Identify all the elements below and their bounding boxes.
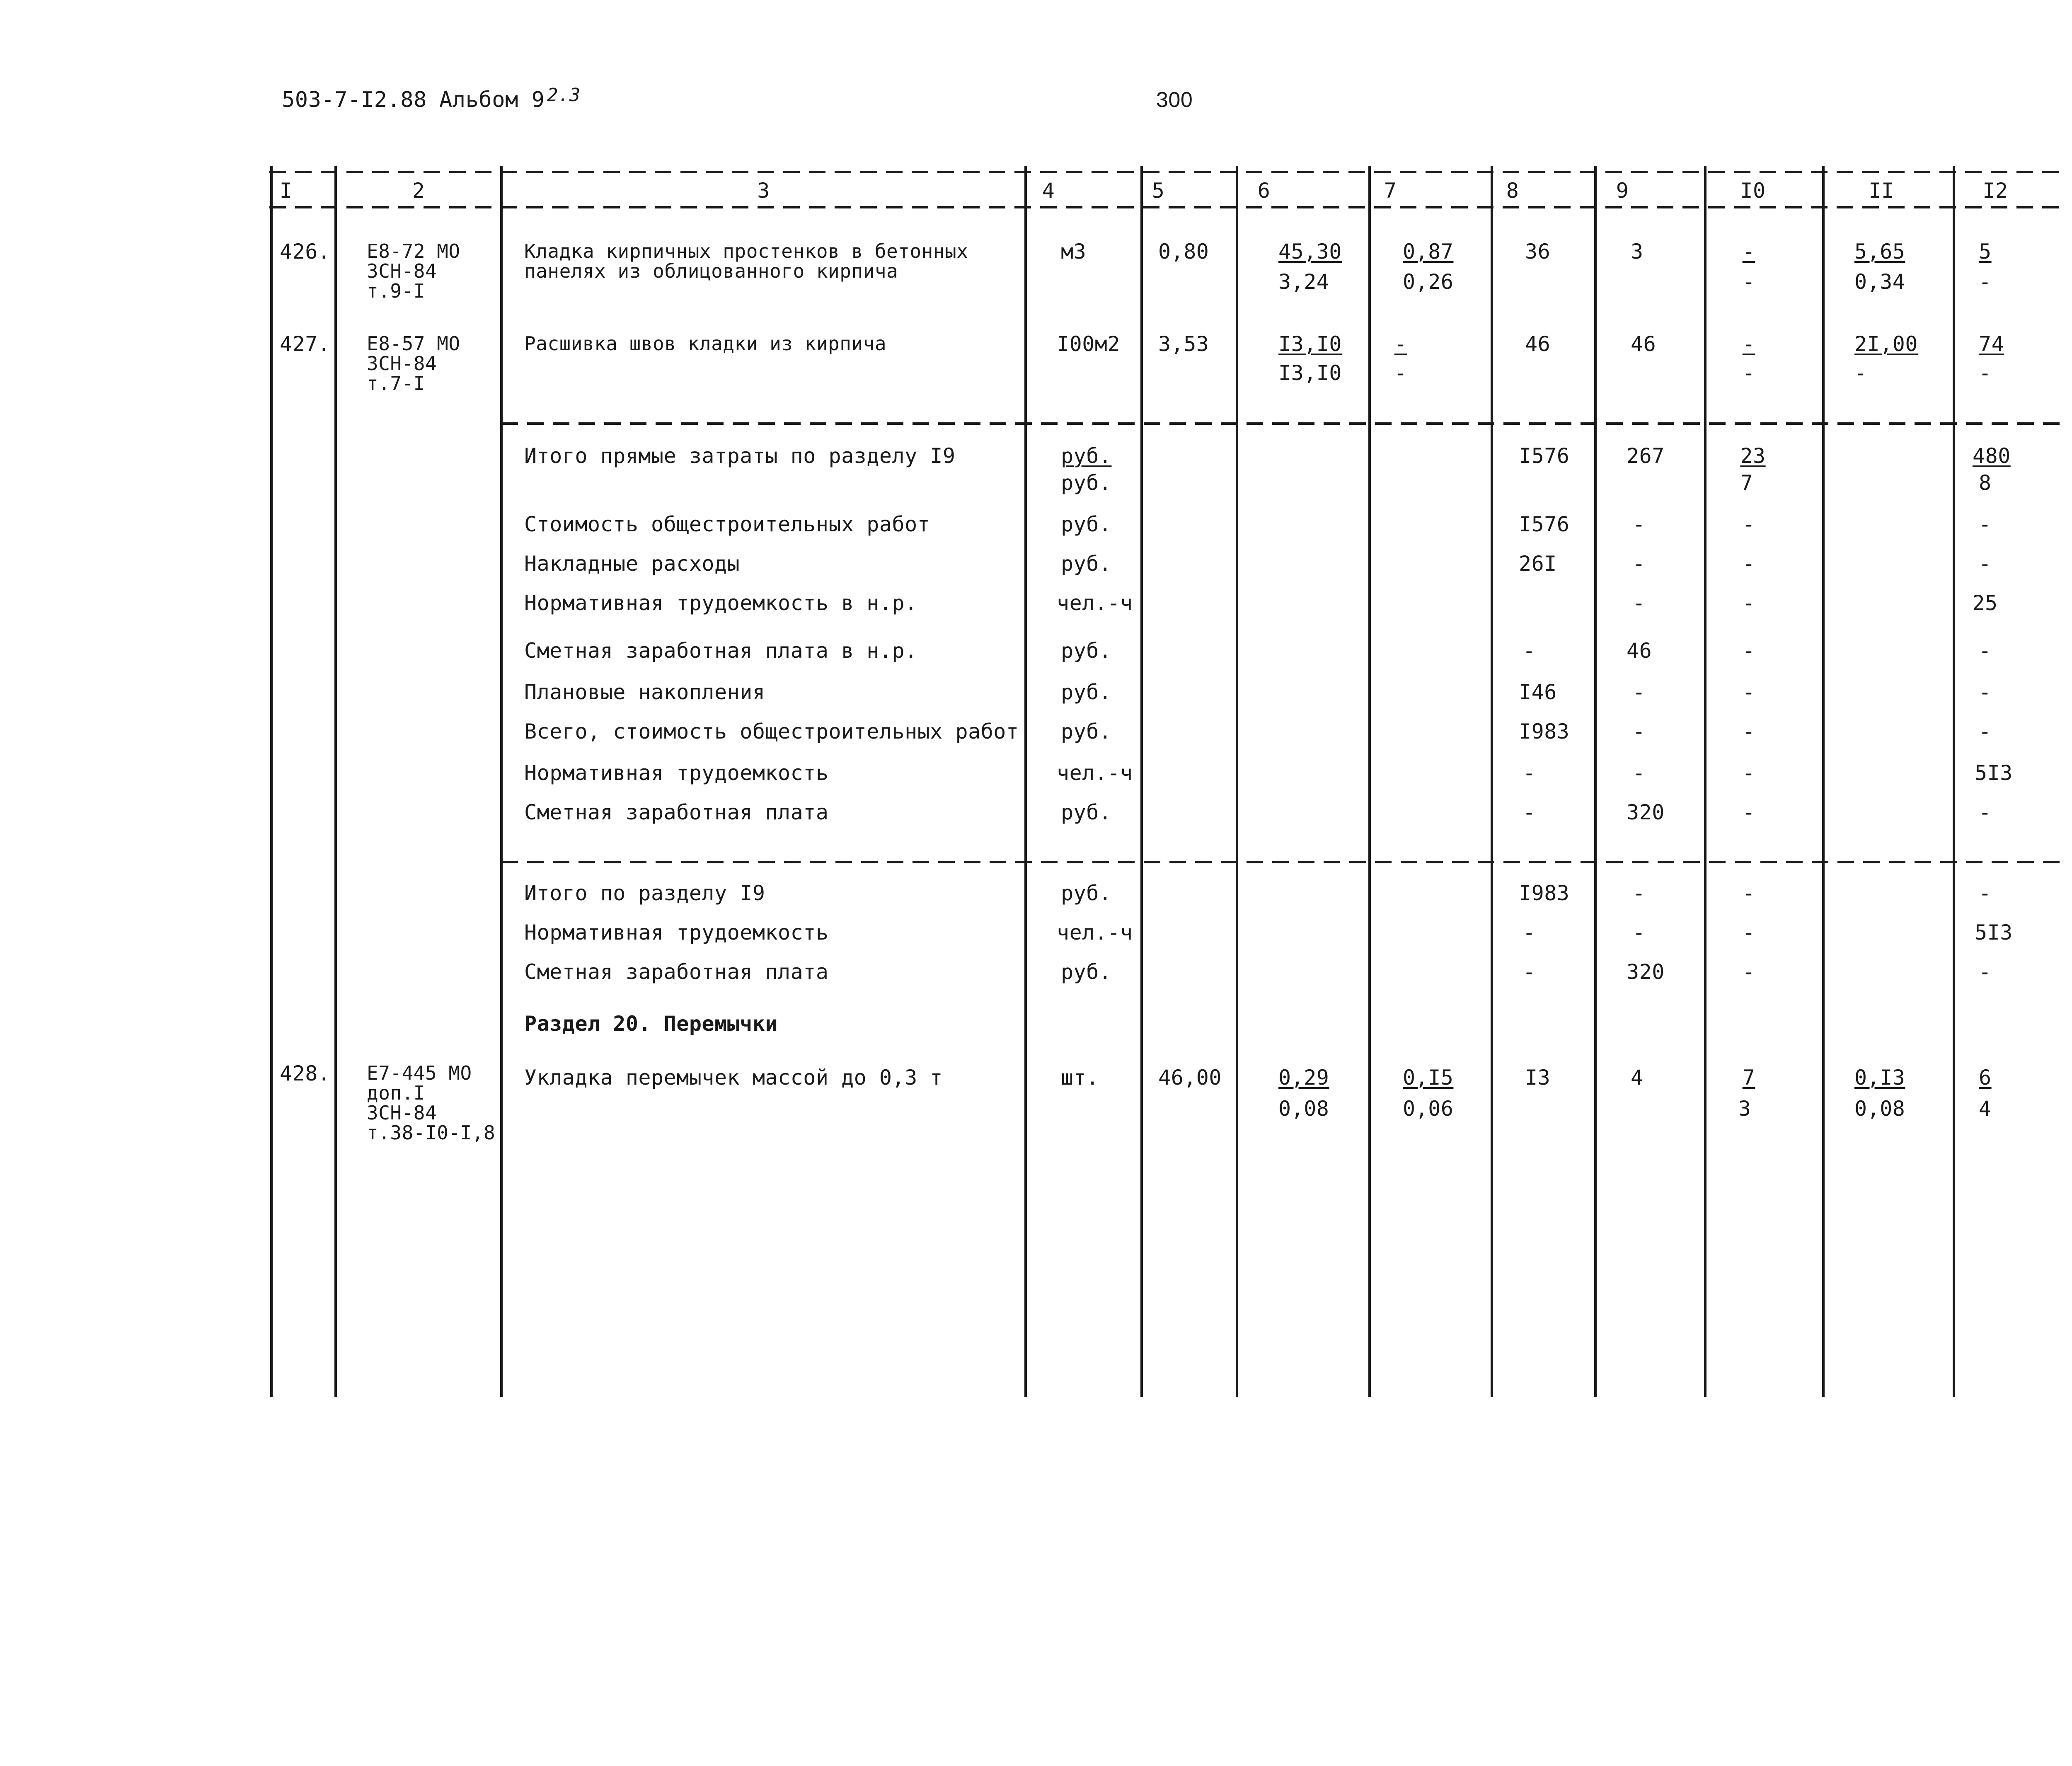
c10-bottom: - (1742, 361, 1755, 385)
work-name-line: Укладка перемычек массой до 0,3 т (524, 1066, 943, 1090)
c11-bottom: 0,08 (1854, 1097, 1905, 1121)
c8: 26I (1519, 552, 1557, 576)
work-name-line: Расшивка швов кладки из кирпича (524, 332, 887, 355)
c11-bottom: 0,34 (1854, 270, 1905, 294)
c9: - (1632, 761, 1646, 785)
code-line: т.9-I (367, 280, 425, 302)
c11-top: 0,I3 (1854, 1066, 1905, 1090)
c10-top: 7 (1742, 1066, 1755, 1090)
c7-top: 0,87 (1403, 240, 1454, 264)
c12: - (1978, 552, 1992, 576)
c12: - (1978, 639, 1992, 663)
c6-top: I3,I0 (1278, 332, 1342, 356)
c8: - (1523, 800, 1536, 824)
c10: - (1742, 512, 1755, 536)
c10: - (1742, 761, 1755, 785)
c8: 46 (1525, 332, 1551, 356)
c10: - (1742, 921, 1755, 945)
summary-unit: руб. (1061, 881, 1112, 905)
c10: - (1742, 800, 1755, 824)
c10: - (1742, 960, 1755, 984)
quantity: 46,00 (1158, 1066, 1222, 1090)
row-number: 426. (280, 240, 331, 264)
c8: - (1523, 639, 1536, 663)
c12: - (1978, 960, 1992, 984)
summary-unit: руб. (1061, 471, 1112, 495)
column-header: 2 (412, 179, 425, 203)
summary-label: Сметная заработная плата (524, 960, 829, 984)
c7-bottom: 0,26 (1403, 270, 1454, 294)
c6-bottom: 3,24 (1278, 270, 1329, 294)
column-header: I (279, 179, 293, 203)
c8: 36 (1525, 240, 1551, 264)
c9: - (1632, 680, 1646, 704)
column-header: I0 (1740, 179, 1766, 203)
c12: - (1978, 512, 1992, 536)
code-line: ЗСН-84 (367, 260, 437, 282)
summary-unit: руб. (1061, 800, 1112, 824)
c12-bottom: 8 (1979, 471, 1992, 495)
code-line: E8-72 MO (367, 240, 460, 262)
column-header: 8 (1506, 179, 1519, 203)
column-header: 7 (1384, 179, 1397, 203)
c12-bottom: - (1979, 361, 1992, 385)
unit: шт. (1061, 1066, 1099, 1090)
code-line: ЗСН-84 (367, 1102, 437, 1124)
c12: 5I3 (1975, 761, 2013, 785)
c8: I983 (1519, 719, 1570, 744)
column-header: 4 (1042, 179, 1055, 203)
page-number: 300 (1156, 88, 1193, 112)
summary-label: Нормативная трудоемкость (524, 921, 829, 945)
c9: - (1632, 552, 1646, 576)
summary-unit: чел.-ч (1057, 761, 1133, 785)
c12-top: 5 (1979, 240, 1992, 264)
summary-unit: чел.-ч (1057, 921, 1133, 945)
summary-unit: руб. (1061, 680, 1112, 704)
c12: 5I3 (1975, 921, 2013, 945)
column-header: 6 (1257, 179, 1271, 203)
c8: I576 (1519, 444, 1570, 468)
quantity: 3,53 (1158, 332, 1209, 356)
unit: м3 (1061, 240, 1087, 264)
c9: 320 (1627, 960, 1665, 984)
c10-top: 23 (1740, 444, 1766, 468)
summary-unit: руб. (1061, 639, 1112, 663)
c9: - (1632, 512, 1646, 536)
c9: 46 (1631, 332, 1656, 356)
c10: - (1742, 719, 1755, 744)
summary-label: Накладные расходы (524, 552, 740, 576)
c12: - (1978, 881, 1992, 905)
code-line: E7-445 MO (367, 1062, 472, 1084)
c12-top: 74 (1979, 332, 2004, 356)
code-line: ЗСН-84 (367, 352, 437, 375)
c10: - (1742, 639, 1755, 663)
summary-label: Итого прямые затраты по разделу I9 (524, 444, 956, 468)
c11-bottom: - (1854, 361, 1867, 385)
summary-label: Нормативная трудоемкость (524, 761, 829, 785)
column-header: 5 (1152, 179, 1165, 203)
c7-top: 0,I5 (1403, 1066, 1454, 1090)
summary-unit: руб. (1061, 960, 1112, 984)
summary-unit: руб. (1061, 552, 1112, 576)
column-header: 3 (757, 179, 770, 203)
summary-label: Стоимость общестроительных работ (524, 512, 930, 536)
summary-label: Нормативная трудоемкость в н.р. (524, 591, 917, 615)
c11-top: 2I,00 (1854, 332, 1918, 356)
unit: I00м2 (1057, 332, 1121, 356)
summary-label: Итого по разделу I9 (524, 881, 765, 905)
c11-top: 5,65 (1854, 240, 1905, 264)
summary-unit: руб. (1061, 444, 1112, 468)
c10-top: - (1742, 332, 1755, 356)
c9: 267 (1627, 444, 1665, 468)
c10-bottom: 7 (1740, 471, 1753, 495)
work-name-line: панелях из облицованного кирпича (524, 260, 898, 282)
document-code: 503-7-I2.88 (282, 87, 427, 112)
c8: I46 (1519, 680, 1557, 704)
code-line: т.7-I (367, 372, 425, 395)
column-header: II (1869, 179, 1894, 203)
c10: - (1742, 552, 1755, 576)
c6-bottom: I3,I0 (1278, 361, 1342, 385)
summary-unit: чел.-ч (1057, 591, 1133, 615)
c9: - (1632, 881, 1646, 905)
summary-label: Всего, стоимость общестроительных работ (524, 719, 1019, 744)
row-number: 427. (280, 332, 331, 356)
c12: - (1978, 680, 1992, 704)
code-line: доп.I (367, 1082, 425, 1104)
c10: - (1742, 591, 1755, 615)
c9: - (1632, 719, 1646, 744)
c7-bottom: - (1394, 361, 1407, 385)
column-header: I2 (1982, 179, 2008, 203)
c12-top: 6 (1979, 1066, 1992, 1090)
c6-top: 0,29 (1278, 1066, 1329, 1090)
c8: I576 (1519, 512, 1570, 536)
summary-label: Сметная заработная плата (524, 800, 829, 824)
c7-bottom: 0,06 (1403, 1097, 1454, 1121)
c8: - (1523, 921, 1536, 945)
row-number: 428. (280, 1061, 331, 1085)
c12-bottom: 4 (1979, 1097, 1992, 1121)
c9: - (1632, 921, 1646, 945)
summary-label: Плановые накопления (524, 680, 765, 704)
c10: - (1742, 881, 1755, 905)
summary-unit: руб. (1061, 719, 1112, 744)
c12: - (1978, 719, 1992, 744)
c12-bottom: - (1979, 270, 1992, 294)
c9: 3 (1631, 240, 1644, 264)
c12: 25 (1972, 591, 1998, 615)
c10-bottom: 3 (1738, 1097, 1751, 1121)
code-line: т.38-I0-I,8 (367, 1122, 496, 1144)
c8: - (1523, 960, 1536, 984)
c6-top: 45,30 (1278, 240, 1342, 264)
work-name-line: Кладка кирпичных простенков в бетонных (524, 240, 968, 262)
summary-label: Сметная заработная плата в н.р. (524, 639, 917, 663)
c10: - (1742, 680, 1755, 704)
c9: 4 (1631, 1066, 1644, 1090)
c6-bottom: 0,08 (1278, 1097, 1329, 1121)
c9: - (1632, 591, 1646, 615)
c10-top: - (1742, 240, 1755, 264)
c8: - (1523, 761, 1536, 785)
summary-unit: руб. (1061, 512, 1112, 536)
code-line: E8-57 MO (367, 332, 460, 355)
c8: I983 (1519, 881, 1570, 905)
c7-top: - (1394, 332, 1407, 356)
c9: 46 (1627, 639, 1652, 663)
column-header: 9 (1616, 179, 1629, 203)
album-label: Альбом 9 (439, 87, 545, 112)
quantity: 0,80 (1158, 240, 1209, 264)
c12-top: 480 (1973, 444, 2011, 468)
c12: - (1978, 800, 1992, 824)
album-handwritten-note: 2.3 (547, 85, 581, 106)
c9: 320 (1627, 800, 1665, 824)
section-title: Раздел 20. Перемычки (524, 1012, 778, 1036)
c10-bottom: - (1742, 270, 1755, 294)
c8: I3 (1525, 1066, 1551, 1090)
